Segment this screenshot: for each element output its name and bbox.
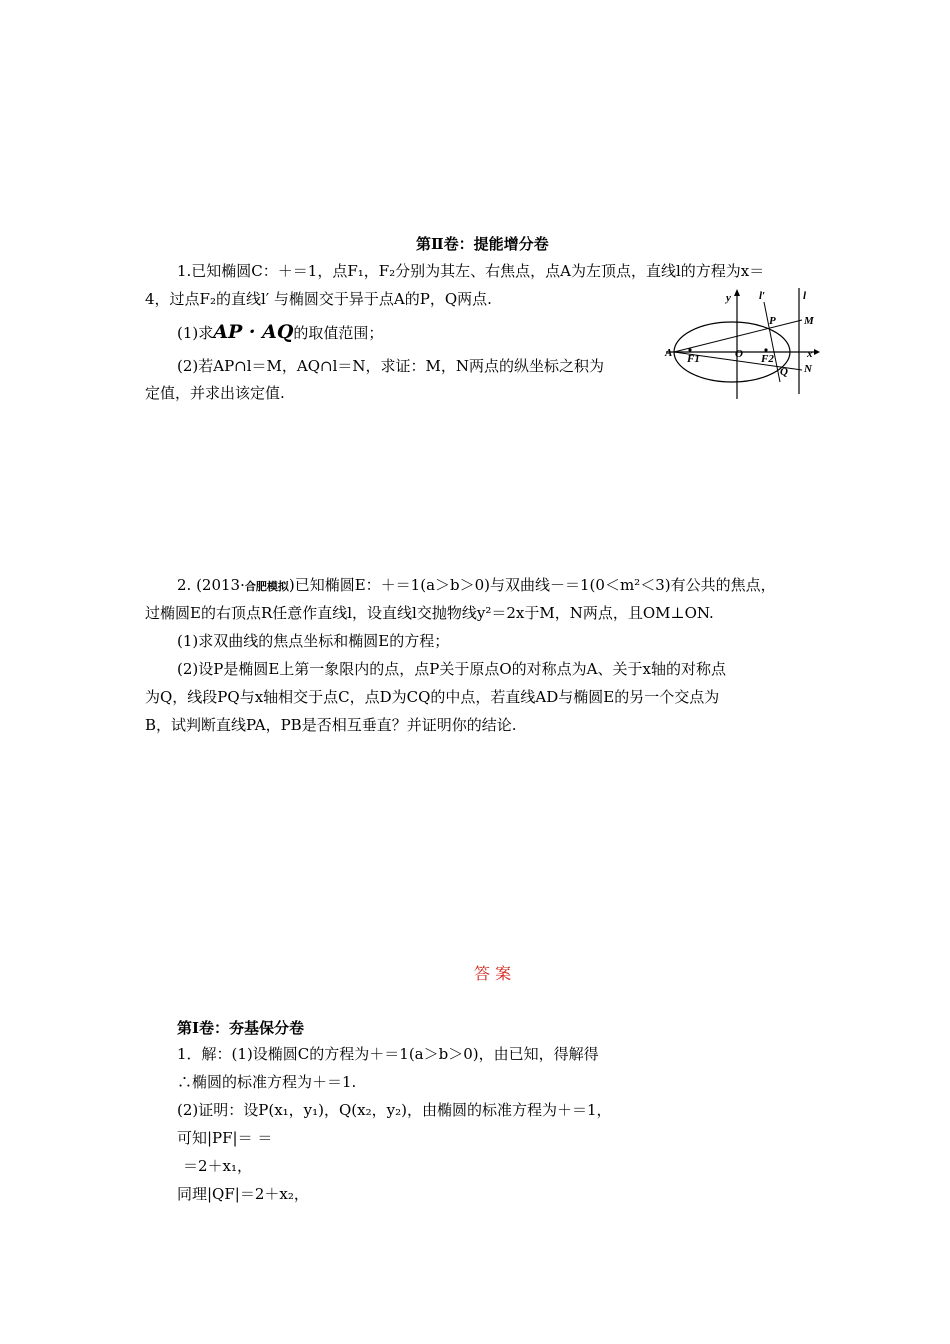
answer-line-1: 1．解：(1)设椭圆C的方程为＋＝1(a＞b＞0)，由已知，得解得	[177, 1045, 599, 1063]
answer-part1-title: 第Ⅰ卷：夯基保分卷	[177, 1019, 305, 1037]
q2-source-tag: 合肥模拟	[244, 580, 289, 593]
label-F1: F1	[687, 353, 700, 365]
answer-line-5: ＝2＋x₁，	[183, 1157, 253, 1175]
q1-sub2-line2: 定值，并求出该定值.	[145, 384, 285, 402]
label-N: N	[804, 363, 812, 375]
q2-sub2-line1: (2)设P是椭圆E上第一象限内的点，点P关于原点O的对称点为A、关于x轴的对称点	[177, 660, 726, 678]
ellipse-figure	[662, 284, 832, 404]
q2-sub2-line3: B，试判断直线PA，PB是否相互垂直？并证明你的结论.	[145, 716, 517, 734]
q2-sub1: (1)求双曲线的焦点坐标和椭圆E的方程；	[177, 632, 450, 650]
answer-heading: 答 案	[474, 964, 512, 983]
label-x: x	[807, 348, 813, 360]
label-lprime: l′	[759, 290, 766, 302]
label-A: A	[665, 347, 673, 359]
answer-line-4: 可知|PF|＝ ＝	[177, 1129, 273, 1147]
label-y: y	[726, 292, 731, 304]
answer-line-2: ∴椭圆的标准方程为＋＝1.	[177, 1073, 357, 1091]
line-l-prime	[764, 302, 780, 382]
label-M: M	[804, 315, 814, 327]
q1-line1: 1.已知椭圆C：＋＝1，点F₁，F₂分别为其左、右焦点，点A为左顶点，直线l的方程为x＝	[177, 262, 765, 280]
q2-line2: 过椭圆E的右顶点R任意作直线l，设直线l交抛物线y²＝2x于M，N两点，且OM⊥ON.	[145, 604, 714, 622]
answer-line-3: (2)证明：设P(x₁，y₁)，Q(x₂，y₂)，由椭圆的标准方程为＋＝1，	[177, 1101, 612, 1119]
q1-line2: 4，过点F₂的直线l′ 与椭圆交于异于点A的P，Q两点.	[145, 290, 492, 308]
y-axis-arrow	[734, 289, 740, 296]
q1-sub1	[177, 322, 383, 343]
q1-sub1-post: 的取值范围；	[293, 324, 384, 342]
label-l: l	[803, 290, 807, 302]
q1-sub2-line1: (2)若AP∩l＝M，AQ∩l＝N，求证：M，N两点的纵坐标之积为	[177, 357, 605, 375]
answer-line-6: 同理|QF|＝2＋x₂，	[177, 1185, 309, 1203]
q2-line1-pre: 2. (2013·	[177, 576, 245, 594]
q1-sub1-pre: (1)求	[177, 324, 214, 342]
point-F2	[764, 348, 767, 351]
point-F1	[688, 348, 691, 351]
x-axis-arrow	[814, 349, 820, 355]
q1-sub1-vector: AP · AQ	[213, 321, 294, 343]
q2-line1	[177, 575, 776, 597]
label-P: P	[769, 315, 776, 327]
part2-title: 第Ⅱ卷：提能增分卷	[416, 235, 549, 253]
label-O: O	[735, 348, 743, 360]
label-F2: F2	[761, 353, 774, 365]
label-Q: Q	[780, 366, 788, 378]
q2-line1-post: )已知椭圆E：＋＝1(a＞b＞0)与双曲线－＝1(0＜m²＜3)有公共的焦点，	[288, 576, 776, 594]
q2-sub2-line2: 为Q，线段PQ与x轴相交于点C，点D为CQ的中点，若直线AD与椭圆E的另一个交点为	[145, 688, 720, 706]
